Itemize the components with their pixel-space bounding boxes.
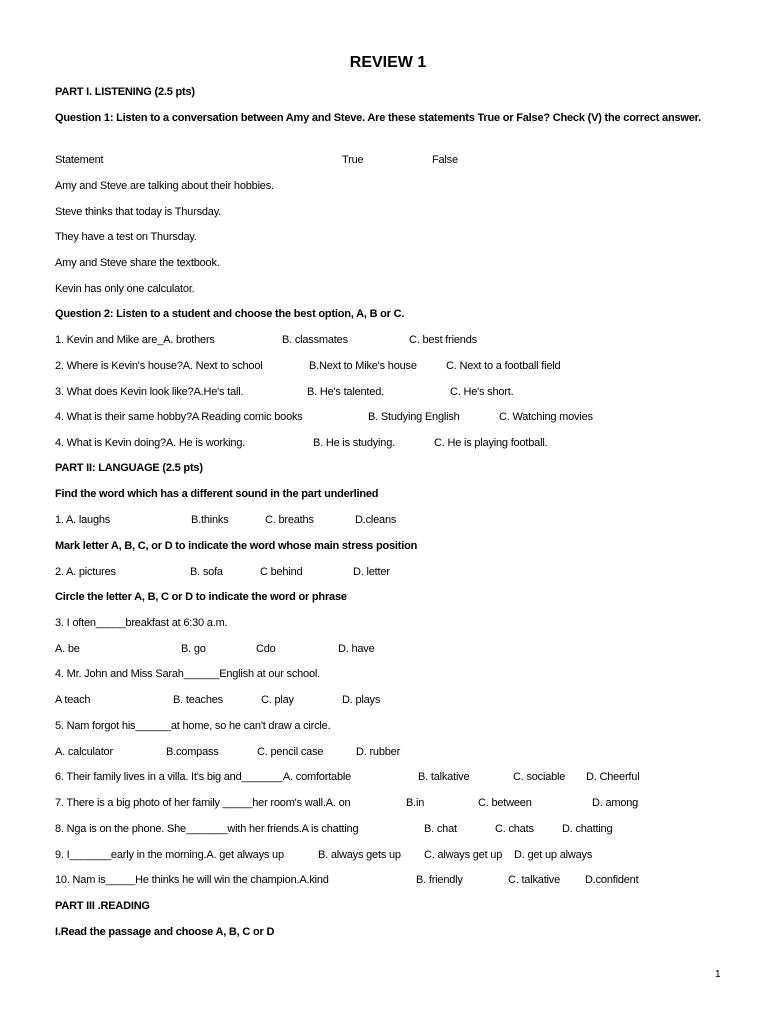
q2-item-2	[0, 359, 768, 373]
part3-heading: PART III .READING	[55, 900, 150, 912]
question-text: 9. I_______early in the morning.A. get always up	[55, 849, 284, 861]
q2-item-5	[0, 436, 768, 450]
option-b: B. sofa	[190, 566, 223, 578]
q2-item-question: 1. Kevin and Mike are_A. brothers	[55, 334, 215, 346]
page-number: 1	[715, 969, 721, 980]
q2-item-question: 4. What is their same hobby?A Reading comic books	[55, 411, 303, 423]
option-a: 1. A. laughs	[55, 514, 111, 526]
q2-item-question: 3. What does Kevin look like?A.He's tall.	[55, 386, 244, 398]
section2-instruction: Mark letter A, B, C, or D to indicate the word whose main stress position	[55, 540, 418, 552]
option-b: B. go	[181, 643, 206, 655]
question-5: 5. Nam forgot his______at home, so he can't draw a circle.	[55, 720, 331, 732]
question-3: 3. I often_____breakfast at 6:30 a.m.	[55, 617, 228, 629]
option-b: B. talkative	[418, 771, 470, 783]
option-b: B. teaches	[173, 694, 223, 706]
q2-item-1	[0, 333, 768, 347]
option-b: B. He is studying.	[313, 437, 395, 449]
option-c: C. He's short.	[450, 386, 514, 398]
statement-column-header: Statement	[55, 154, 104, 166]
option-c: C. always get up	[424, 849, 503, 861]
option-c: C. breaths	[265, 514, 314, 526]
question-text: 8. Nga is on the phone. She_______with her friends.A is chatting	[55, 823, 359, 835]
option-c: Cdo	[256, 643, 276, 655]
option-b: B.in	[406, 797, 425, 809]
option-d: D. plays	[342, 694, 381, 706]
option-c: C. Next to a football field	[446, 360, 561, 372]
option-d: D.confident	[585, 874, 639, 886]
question-text: 10. Nam is_____He thinks he will win the champion.A.kind	[55, 874, 329, 886]
option-c: C. sociable	[513, 771, 566, 783]
option-b: B. chat	[424, 823, 457, 835]
option-c: C behind	[260, 566, 303, 578]
question-5-options	[0, 745, 768, 759]
statement-3: They have a test on Thursday.	[55, 231, 197, 243]
option-b: B. Studying English	[368, 411, 460, 423]
option-c: C. between	[478, 797, 532, 809]
question-9	[0, 848, 768, 862]
section1-instruction: Find the word which has a different sound in the part underlined	[55, 488, 379, 500]
question-6	[0, 770, 768, 784]
option-b: B. friendly	[416, 874, 463, 886]
option-b: B.compass	[166, 746, 219, 758]
question-8	[0, 822, 768, 836]
question-10	[0, 873, 768, 887]
option-c: C. pencil case	[257, 746, 324, 758]
section2-options-row	[0, 565, 768, 579]
question-4-options	[0, 693, 768, 707]
option-d: D. have	[338, 643, 375, 655]
option-d: D.cleans	[355, 514, 397, 526]
section3-instruction: Circle the letter A, B, C or D to indicate the word or phrase	[55, 591, 347, 603]
option-d: D. among	[592, 797, 639, 809]
option-b: B.Next to Mike's house	[309, 360, 417, 372]
option-d: D. rubber	[356, 746, 401, 758]
option-b: B. classmates	[282, 334, 348, 346]
question-text: 6. Their family lives in a villa. It's big and_______A. comfortable	[55, 771, 352, 783]
option-d: D. chatting	[562, 823, 613, 835]
option-c: C. He is playing football.	[434, 437, 548, 449]
false-column-header: False	[432, 154, 458, 166]
question-4: 4. Mr. John and Miss Sarah______English at our school.	[55, 668, 320, 680]
option-a: A. calculator	[55, 746, 113, 758]
option-a: A teach	[55, 694, 91, 706]
question2-prompt: Question 2: Listen to a student and choose the best option, A, B or C.	[55, 308, 405, 320]
q2-item-question: 2. Where is Kevin's house?A. Next to school	[55, 360, 263, 372]
true-column-header: True	[342, 154, 364, 166]
page-title: REVIEW 1	[349, 54, 427, 71]
option-c: C. chats	[495, 823, 534, 835]
q2-item-question: 4. What is Kevin doing?A. He is working.	[55, 437, 246, 449]
option-d: D. Cheerful	[586, 771, 640, 783]
statement-2: Steve thinks that today is Thursday.	[55, 206, 222, 218]
statement-1: Amy and Steve are talking about their hobbies.	[55, 180, 274, 192]
option-a: 2. A. pictures	[55, 566, 116, 578]
option-c: C. talkative	[508, 874, 561, 886]
option-d: D. letter	[353, 566, 390, 578]
option-b: B. He's talented.	[307, 386, 384, 398]
q2-item-4	[0, 410, 768, 424]
section1-options-row	[0, 513, 768, 527]
option-d: D. get up always	[514, 849, 593, 861]
option-a: A. be	[55, 643, 80, 655]
option-c: C. Watching movies	[499, 411, 593, 423]
part2-heading: PART II: LANGUAGE (2.5 pts)	[55, 462, 203, 474]
part1-heading: PART I. LISTENING (2.5 pts)	[55, 86, 195, 98]
statement-4: Amy and Steve share the textbook.	[55, 257, 220, 269]
option-c: C. play	[261, 694, 294, 706]
question-3-options	[0, 642, 768, 656]
part3-instruction: I.Read the passage and choose A, B, C or D	[55, 926, 275, 938]
question-text: 7. There is a big photo of her family _____her room's wall.A. on	[55, 797, 351, 809]
question-7	[0, 796, 768, 810]
statement-5: Kevin has only one calculator.	[55, 283, 195, 295]
question1-prompt: Question 1: Listen to a conversation between Amy and Steve. Are these statements True or False? Check (V) the correct answer.	[55, 112, 702, 124]
q2-item-3	[0, 385, 768, 399]
option-c: C. best friends	[409, 334, 477, 346]
option-b: B.thinks	[191, 514, 229, 526]
true-false-header-row	[0, 153, 768, 167]
option-b: B. always gets up	[318, 849, 401, 861]
